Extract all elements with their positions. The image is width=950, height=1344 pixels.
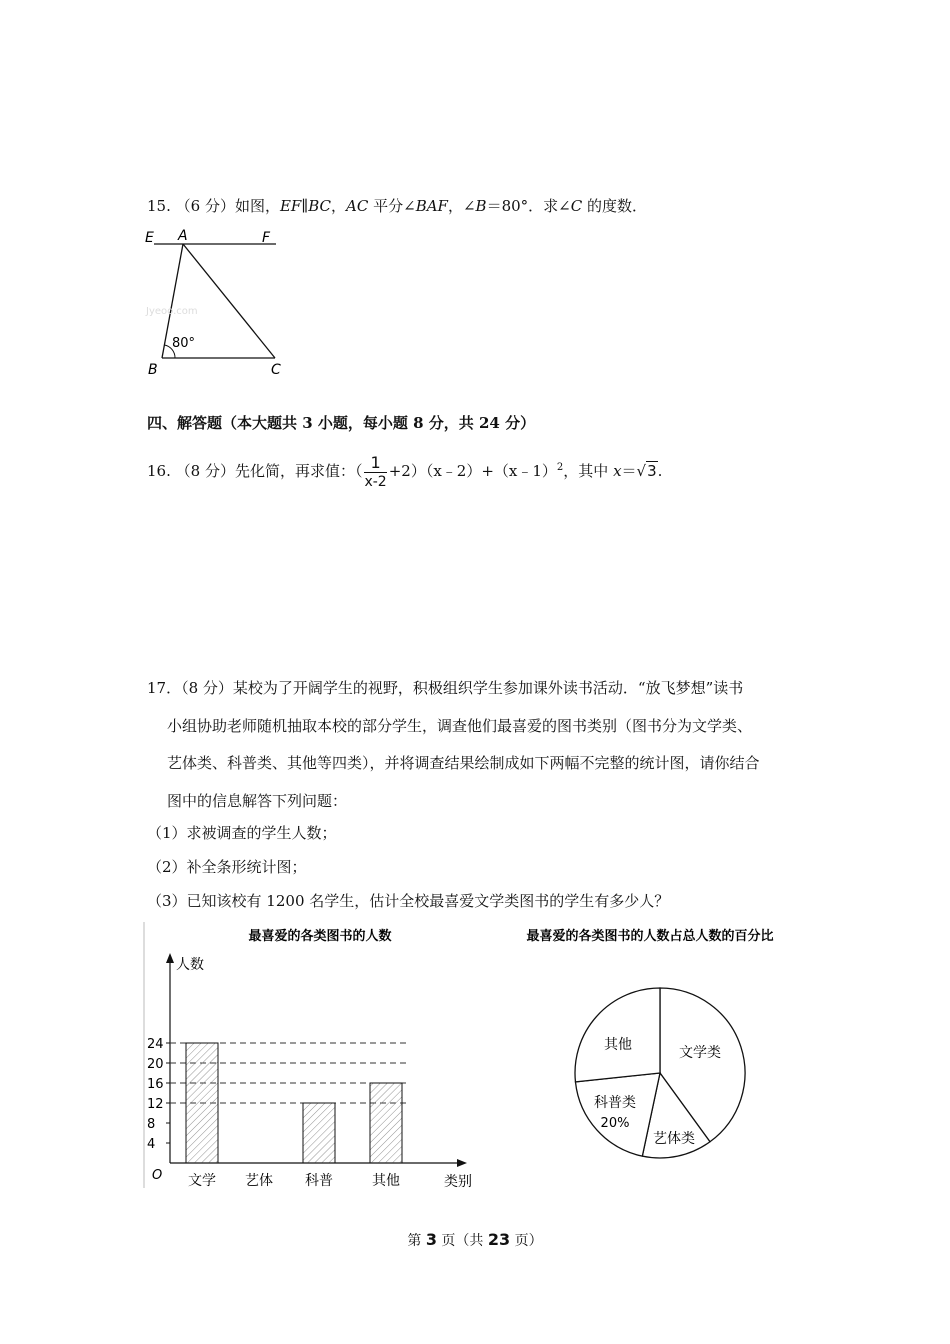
pie-percent-科普类: 20% [600, 1116, 630, 1131]
q17-line3: 艺体类、科普类、其他等四类），并将调查结果绘制成如下两幅不完整的统计图，请你结合 [167, 754, 760, 772]
q17-line1: 17．（8 分）某校为了开阔学生的视野，积极组织学生参加课外读书活动．“放飞梦想”读书 [147, 679, 744, 697]
q17-sub1: （1）求被调查的学生人数； [147, 824, 337, 842]
origin-label: O [152, 1168, 163, 1183]
pie-label-文学类: 文学类 [679, 1045, 721, 1061]
pie-label-科普类: 科普类 [594, 1095, 636, 1111]
bar-其他 [370, 1083, 402, 1163]
pie-chart-title: 最喜爱的各类图书的人数占总人数的百分比 [526, 929, 774, 944]
bar-科普 [303, 1103, 335, 1163]
q17-line4: 图中的信息解答下列问题： [167, 792, 348, 810]
page-number: 3 [425, 1230, 437, 1249]
q15-number: 15. [147, 197, 171, 215]
y-tick-label-16: 16 [147, 1077, 164, 1092]
q17-sub3: （3）已知该校有 1200 名学生，估计全校最喜爱文学类图书的学生有多少人？ [147, 892, 670, 910]
pie-chart [490, 920, 820, 1180]
category-label-科普: 科普 [305, 1173, 333, 1189]
section4-title: 四、解答题（本大题共 3 小题，每小题 8 分，共 24 分） [147, 414, 536, 432]
page-total: 23 [487, 1230, 511, 1249]
q15-text: 15. （6 分）如图，EF∥BC，AC 平分∠BAF，∠B＝80°．求∠C 的度数． [147, 197, 647, 215]
q17-line2: 小组协助老师随机抽取本校的部分学生，调查他们最喜爱的图书类别（图书分为文学类、 [167, 717, 753, 735]
label-f: F [262, 230, 271, 246]
y-axis-arrow [166, 953, 174, 963]
pie-label-艺体类: 艺体类 [653, 1131, 695, 1147]
x-axis-label: 类别 [444, 1174, 472, 1190]
q15-triangle-figure [140, 224, 290, 380]
pie-slice-其他 [575, 988, 660, 1082]
category-label-艺体: 艺体 [245, 1173, 273, 1189]
label-b: B [148, 362, 158, 378]
bar-文学 [186, 1043, 218, 1163]
x-axis-arrow [457, 1159, 467, 1167]
category-label-文学: 文学 [188, 1173, 216, 1189]
label-e: E [145, 230, 154, 246]
pie-label-其他: 其他 [604, 1037, 632, 1053]
category-label-其他: 其他 [372, 1173, 400, 1189]
angle-label: 80° [172, 336, 196, 351]
watermark: Jyeoo.com [146, 306, 198, 317]
bar-chart [140, 920, 500, 1192]
q16-fraction: $\frac{1}{x-2}$ [364, 452, 387, 490]
q17-sub2: （2）补全条形统计图； [147, 858, 307, 876]
q16-number: 16. [147, 462, 171, 480]
label-c: C [271, 362, 281, 378]
line-ac [183, 244, 275, 358]
y-tick-label-8: 8 [147, 1117, 156, 1132]
y-tick-label-4: 4 [147, 1137, 156, 1152]
sqrt-3: √3 [636, 462, 657, 480]
y-tick-label-24: 24 [147, 1037, 164, 1052]
y-tick-label-12: 12 [147, 1097, 164, 1112]
page-footer: 第 3 页（共 23 页） [407, 1230, 543, 1249]
y-axis-label: 人数 [176, 957, 204, 973]
y-tick-label-20: 20 [147, 1057, 164, 1072]
label-a: A [178, 228, 188, 244]
bar-chart-title: 最喜爱的各类图书的人数 [248, 929, 392, 944]
q16-text: 16. （8 分）先化简，再求值：（ $\frac{1}{x-2}$ +2）（x﹣2）+（x﹣1）$^2$，其中 x＝√3. [147, 452, 663, 490]
